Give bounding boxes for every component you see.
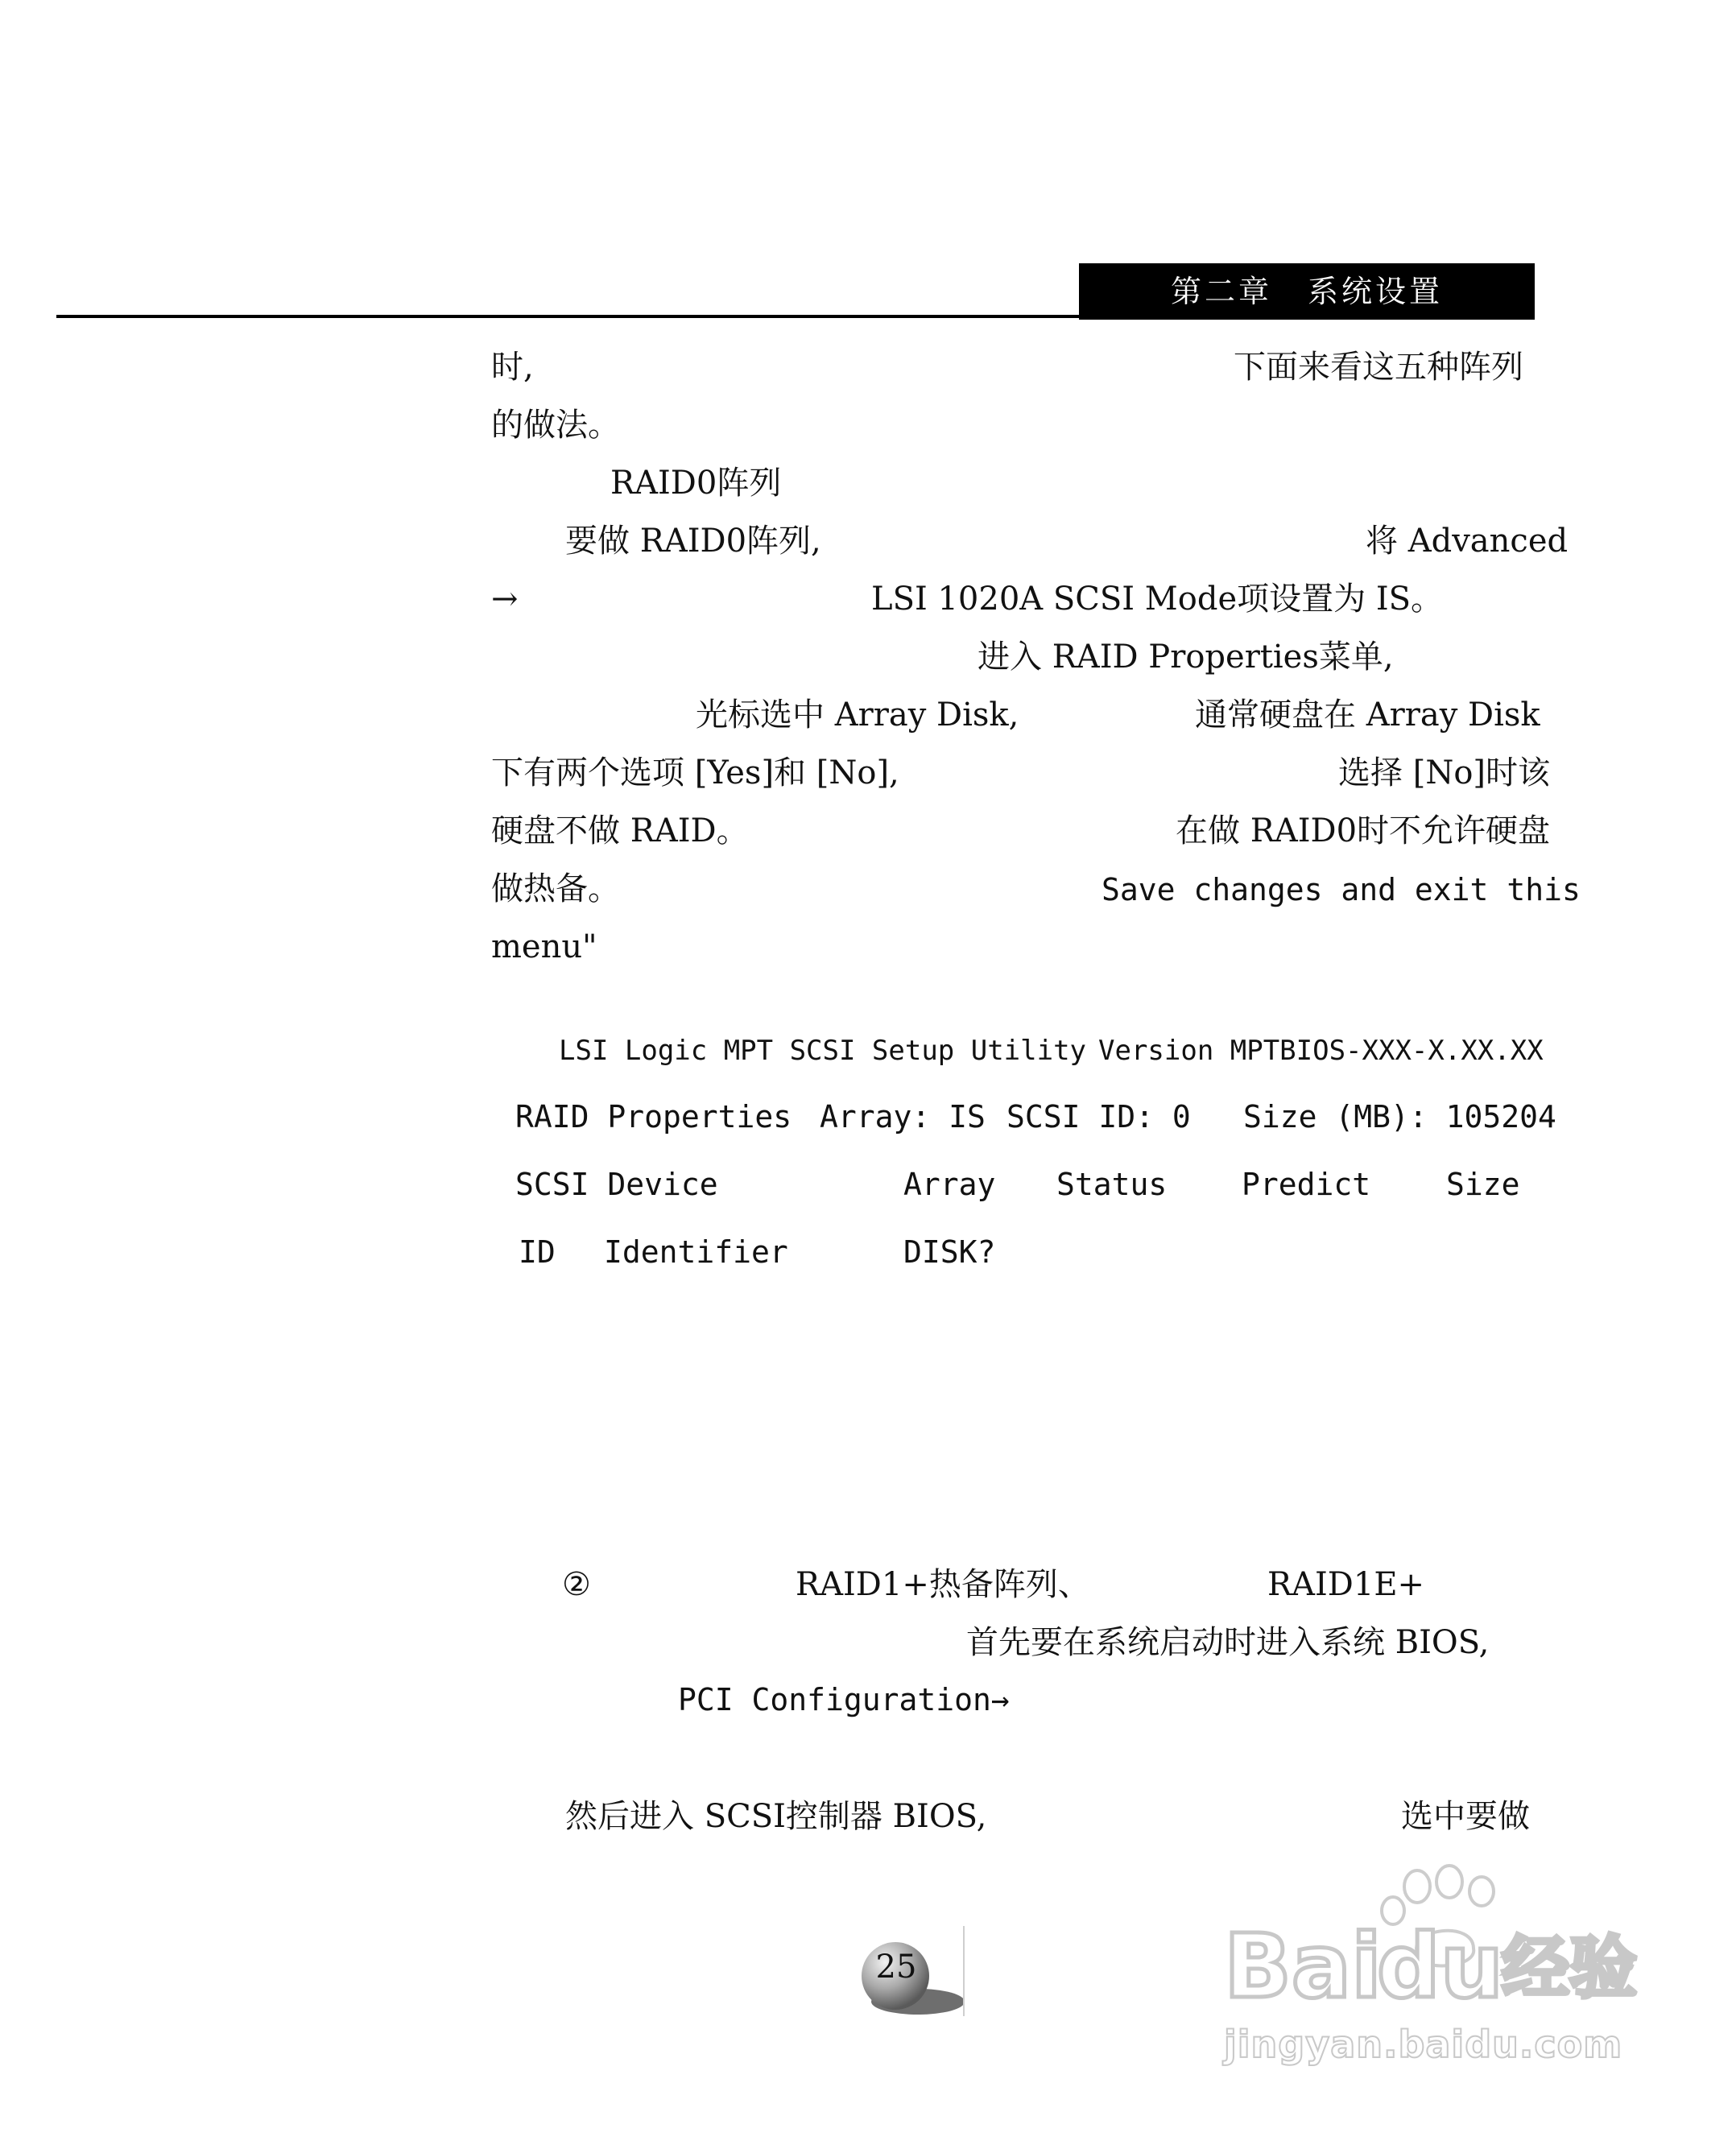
text-line: 下面来看这五种阵列: [1234, 349, 1523, 386]
text-line: Save changes and exit this: [1102, 872, 1581, 907]
subsection-heading: RAID1+热备阵列、: [796, 1566, 1090, 1603]
column-header-status: Status: [1056, 1167, 1168, 1202]
list-marker: ②: [562, 1566, 591, 1603]
text-line: 做热备。: [491, 870, 620, 907]
baidu-jingyan-watermark-logo: [1216, 1864, 1643, 2106]
subsection-heading: RAID0阵列: [610, 465, 782, 502]
watermark-url: jingyan.baidu.com: [1224, 2023, 1623, 2066]
text-line: 将 Advanced: [1366, 523, 1569, 560]
text-line: 下有两个选项 [Yes]和 [No],: [491, 754, 899, 791]
text-line: 然后进入 SCSI控制器 BIOS,: [565, 1798, 987, 1835]
text-line: 选中要做: [1401, 1798, 1530, 1835]
column-header-scsi-device: SCSI Device: [515, 1167, 718, 1202]
text-line: 的做法。: [491, 407, 620, 444]
array-type-label: Array: IS: [820, 1099, 986, 1134]
column-header-identifier: Identifier: [604, 1234, 788, 1270]
svg-text:Bai: Bai: [1224, 1915, 1382, 2018]
array-size-label: Size (MB): 105204: [1243, 1099, 1556, 1134]
text-line: 硬盘不做 RAID。: [491, 812, 749, 849]
text-line: menu": [491, 928, 597, 965]
chapter-label: 第二章: [1170, 274, 1272, 309]
svg-text:du: du: [1377, 1915, 1504, 2018]
raid-properties-label: RAID Properties: [515, 1099, 792, 1134]
chapter-header: [1079, 263, 1535, 320]
section-label: 系统设置: [1308, 274, 1444, 309]
column-header-predict: Predict: [1242, 1167, 1371, 1202]
arrow-glyph: →: [491, 581, 519, 618]
text-line: 光标选中 Array Disk,: [696, 696, 1019, 734]
footer-divider: [963, 1926, 965, 2016]
svg-text:经验: 经验: [1502, 1928, 1638, 2007]
scsi-id-label: SCSI ID: 0: [1006, 1099, 1191, 1134]
text-line: 进入 RAID Properties菜单,: [978, 639, 1394, 676]
text-line: 首先要在系统启动时进入系统 BIOS,: [966, 1624, 1490, 1661]
text-line: 通常硬盘在 Array Disk: [1195, 696, 1540, 734]
text-line: PCI Configuration→: [678, 1682, 1010, 1717]
text-line: 要做 RAID0阵列,: [565, 523, 821, 560]
column-header-size: Size: [1446, 1167, 1520, 1202]
text-line: RAID1E+: [1267, 1566, 1425, 1603]
utility-title: LSI Logic MPT SCSI Setup Utility: [559, 1035, 1087, 1067]
text-line: 选择 [No]时该: [1338, 754, 1551, 791]
text-line: 在做 RAID0时不允许硬盘: [1176, 812, 1551, 849]
utility-version: Version MPTBIOS-XXX-X.XX.XX: [1098, 1035, 1544, 1067]
text-line: LSI 1020A SCSI Mode项设置为 IS。: [871, 581, 1444, 618]
column-header-id: ID: [519, 1234, 556, 1270]
text-line: 时,: [491, 349, 534, 386]
page-number: 25: [875, 1949, 917, 1986]
header-rule: [56, 315, 1079, 318]
column-header-array: Array: [903, 1167, 996, 1202]
column-header-disk: DISK?: [903, 1234, 996, 1270]
